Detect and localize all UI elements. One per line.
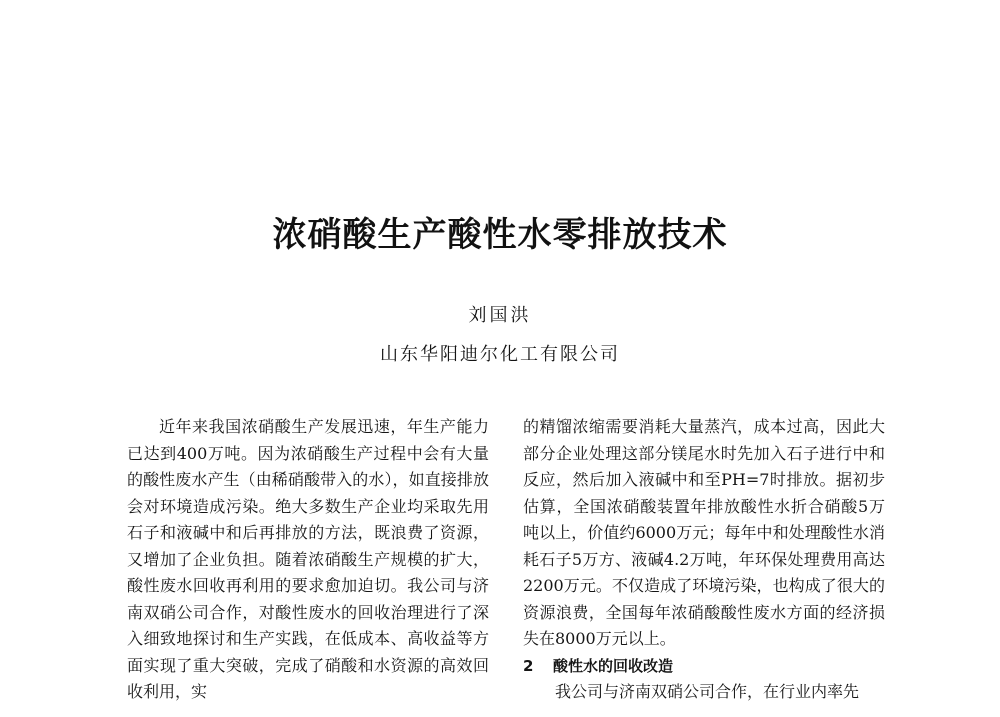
body-paragraph-continued: 的精馏浓缩需要消耗大量蒸汽，成本过高，因此大部分企业处理这部分镁尾水时先加入石子进行中和反应，然后加入液碱中和至PH=7时排放。据初步估算，全国浓硝酸装置年排放酸性水折合硝酸5万吨以上，价值约6000万元；每年中和处理酸性水消耗石子5万方、液碱4.2万吨，年环保处理费用高达2200万元。不仅造成了环境污染，也构成了很大的资源浪费，全国每年浓硝酸酸性废水方面的经济损失在8000万元以上。 [523, 417, 885, 648]
section-heading [523, 653, 885, 680]
body-paragraph: 我公司与济南双硝公司合作，在行业内率先 [555, 682, 860, 701]
article-title: 浓硝酸生产酸性水零排放技术 [272, 215, 728, 255]
body-column-left [127, 414, 489, 706]
section-title: 酸性水的回收改造 [553, 656, 674, 675]
author-name: 刘国洪 [468, 305, 532, 326]
section-number: 2 [523, 656, 534, 675]
body-paragraph: 近年来我国浓硝酸生产发展迅速，年生产能力已达到400万吨。因为浓硝酸生产过程中会有大量的酸性废水产生（由稀硝酸带入的水），如直接排放会对环境造成污染。绝大多数生产企业均采取先用石子和液碱中和后再排放的方法，既浪费了资源，又增加了企业负担。随着浓硝酸生产规模的扩大，酸性废水回收再利用的要求愈加迫切。我公司与济南双硝公司合作，对酸性废水的回收治理进行了深入细致地探讨和生产实践，在低成本、高收益等方面实现了重大突破，完成了硝酸和水资源的高效回收利用，实 [127, 417, 489, 701]
author-affiliation: 山东华阳迪尔化工有限公司 [380, 344, 620, 365]
body-column-right [523, 414, 885, 706]
